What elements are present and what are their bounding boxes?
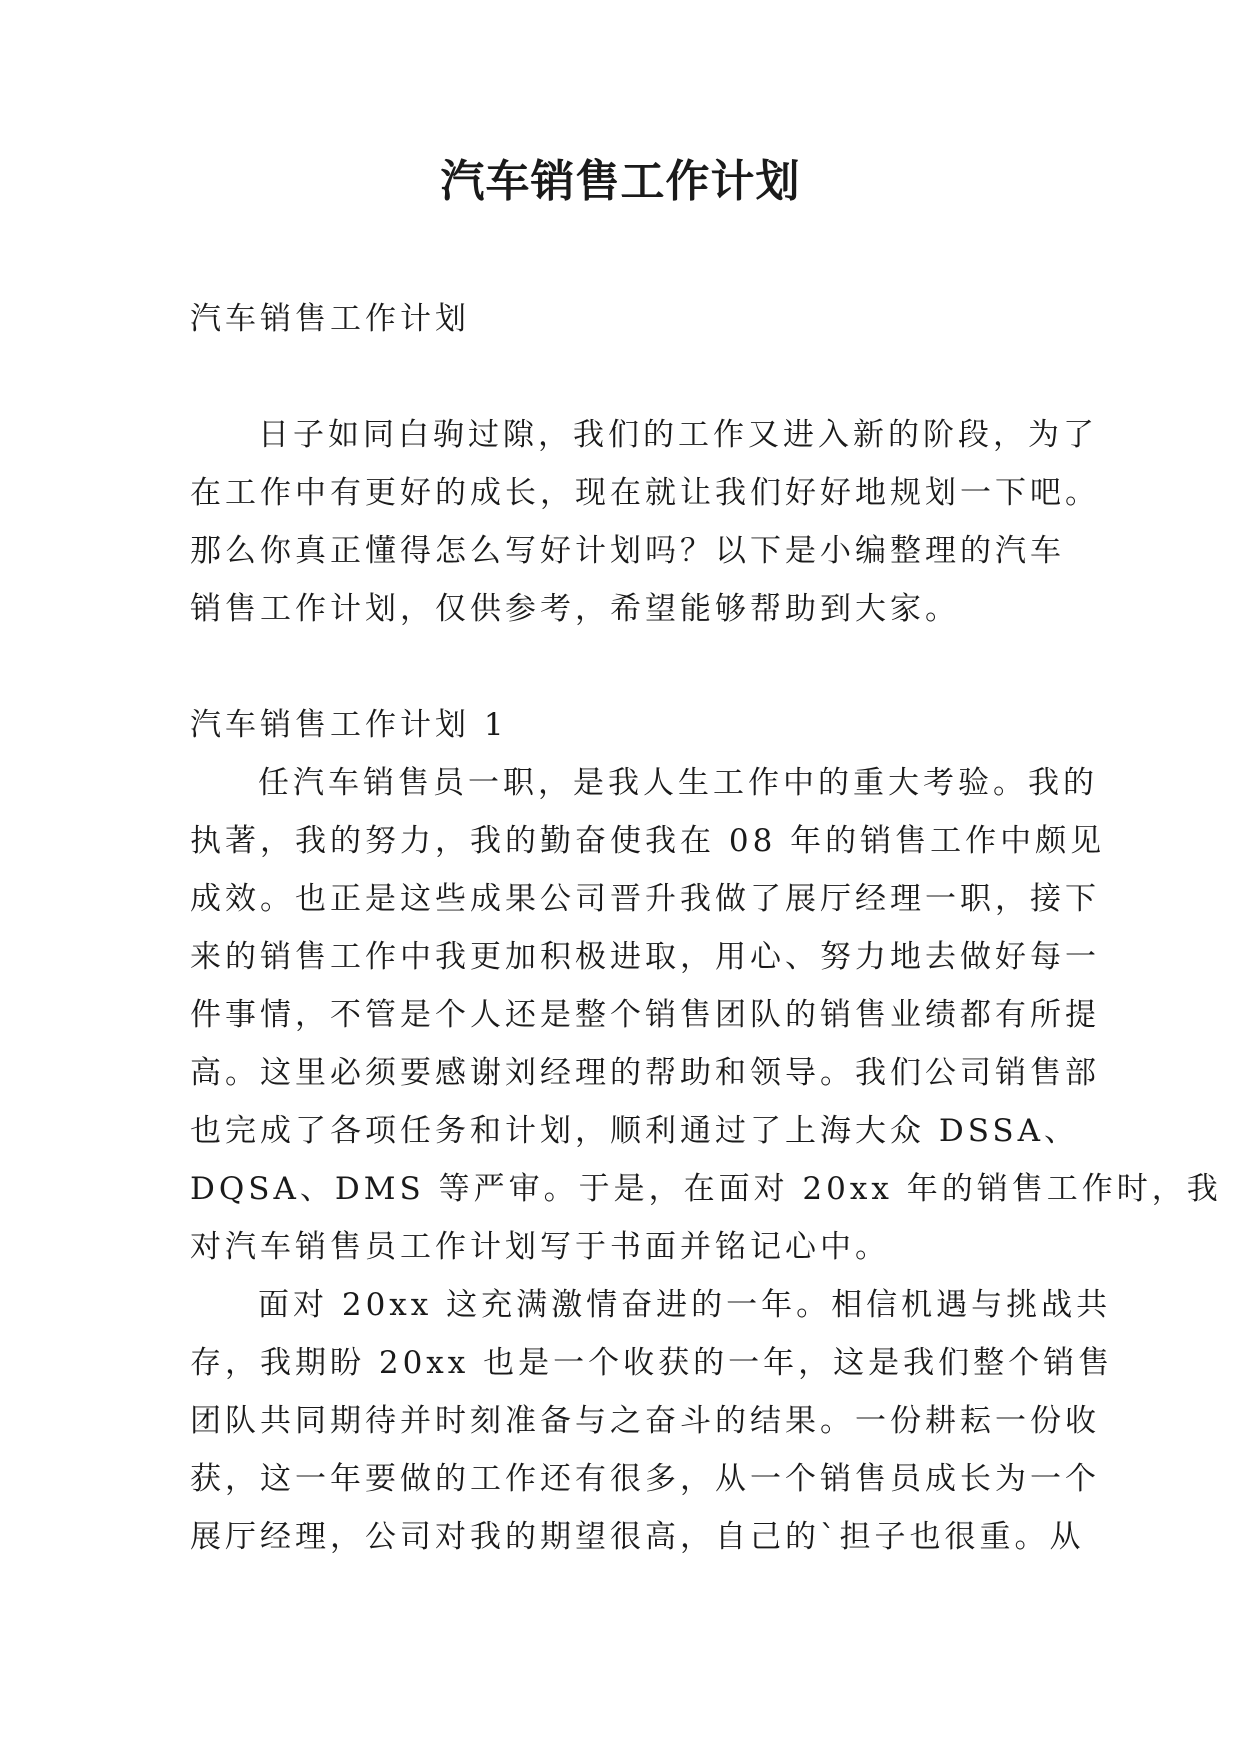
paragraph-line: DQSA、DMS 等严审。于是，在面对 20xx 年的销售工作时，我	[190, 1171, 1222, 1207]
paragraph-line: 销售工作计划，仅供参考，希望能够帮助到大家。	[190, 591, 960, 627]
document-body	[190, 290, 1222, 1566]
paragraph-line: 展厅经理，公司对我的期望很高，自己的`担子也很重。从	[190, 1519, 1085, 1555]
paragraph-line: 那么你真正懂得怎么写好计划吗？以下是小编整理的汽车	[190, 533, 1065, 569]
paragraph-line: 也完成了各项任务和计划，顺利通过了上海大众 DSSA、	[190, 1113, 1080, 1149]
document-subtitle: 汽车销售工作计划	[190, 301, 470, 337]
paragraph-line: 高。这里必须要感谢刘经理的帮助和领导。我们公司销售部	[190, 1055, 1100, 1091]
body-paragraph-1	[190, 754, 1222, 1276]
paragraph-gap	[190, 638, 1050, 696]
paragraph-line: 团队共同期待并时刻准备与之奋斗的结果。一份耕耘一份收	[190, 1403, 1100, 1439]
paragraph-line: 任汽车销售员一职，是我人生工作中的重大考验。我的	[258, 765, 1098, 801]
document-title: 汽车销售工作计划	[440, 156, 801, 207]
paragraph-line: 日子如同白驹过隙，我们的工作又进入新的阶段，为了	[258, 417, 1098, 453]
paragraph-line: 存，我期盼 20xx 也是一个收获的一年，这是我们整个销售	[190, 1345, 1114, 1381]
paragraph-line: 面对 20xx 这充满激情奋进的一年。相信机遇与挑战共	[258, 1287, 1112, 1323]
paragraph-line: 执著，我的努力，我的勤奋使我在 08 年的销售工作中颇见	[190, 823, 1106, 859]
paragraph-line: 对汽车销售员工作计划写于书面并铭记心中。	[190, 1229, 890, 1265]
section-heading: 汽车销售工作计划 1	[190, 707, 508, 743]
paragraph-line: 成效。也正是这些成果公司晋升我做了展厅经理一职，接下	[190, 881, 1100, 917]
paragraph-line: 获，这一年要做的工作还有很多，从一个销售员成长为一个	[190, 1461, 1100, 1497]
paragraph-line: 来的销售工作中我更加积极进取，用心、努力地去做好每一	[190, 939, 1100, 975]
paragraph-line: 件事情，不管是个人还是整个销售团队的销售业绩都有所提	[190, 997, 1100, 1033]
paragraph-gap	[190, 348, 1050, 406]
body-paragraph-2	[190, 1276, 1114, 1566]
intro-paragraph	[190, 406, 1100, 638]
paragraph-line: 在工作中有更好的成长，现在就让我们好好地规划一下吧。	[190, 475, 1100, 511]
